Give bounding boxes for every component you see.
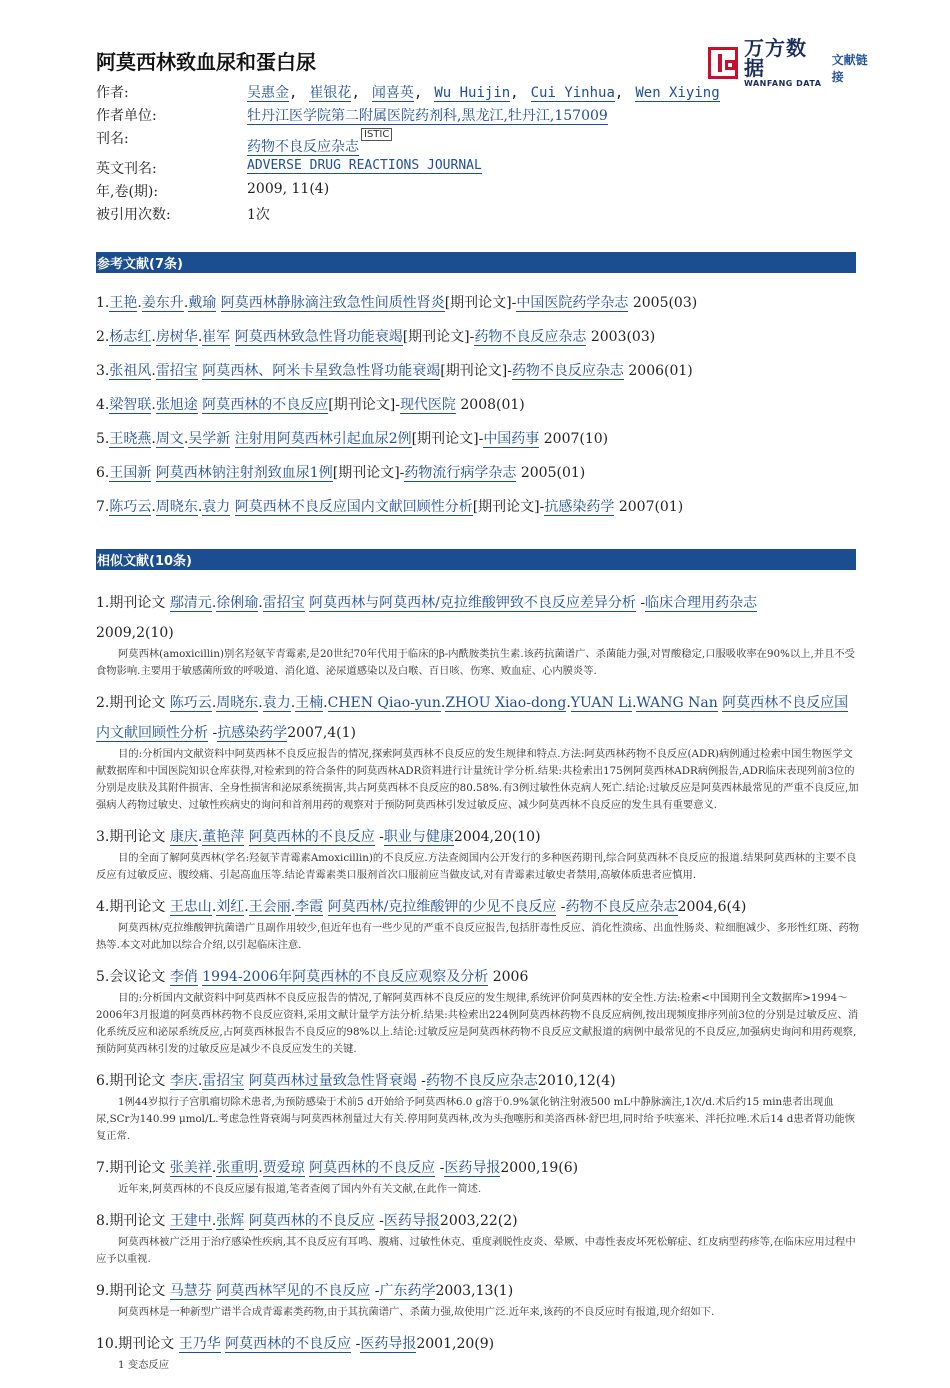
year-value: 2009, 11(4) <box>247 181 330 197</box>
reference-author-link[interactable]: 崔军 <box>202 329 231 345</box>
similar-abstract: 1 变态反应 <box>118 1359 170 1371</box>
similar-author-link[interactable]: 袁力 <box>262 695 291 711</box>
author-link[interactable]: Cui Yinhua <box>530 85 615 101</box>
cited-label: 被引用次数: <box>96 207 171 223</box>
similar-journal-link[interactable]: 医药导报 <box>360 1336 417 1352</box>
reference-item: 2.杨志红.房树华.崔军 阿莫西林致急性肾功能衰竭[期刊论文]-药物不良反应杂志 2003(03) <box>96 329 656 345</box>
author-separator: , <box>351 85 360 101</box>
similar-number: 3. <box>96 829 110 845</box>
reference-number: 4. <box>96 397 110 413</box>
references-heading: 参考文献(7条) <box>97 257 183 272</box>
reference-type: [期刊论文] <box>328 397 396 413</box>
similar-journal-link[interactable]: 药物不良反应杂志 <box>565 899 678 915</box>
reference-title-link[interactable]: 注射用阿莫西林引起血尿2例 <box>234 431 412 447</box>
similar-item-citation: 6.期刊论文 李庆.雷招宝 阿莫西林过量致急性肾衰竭 -药物不良反应杂志2010,12(4) <box>96 1073 616 1089</box>
similar-kind: 期刊论文 <box>109 1213 166 1229</box>
similar-number: 9. <box>96 1283 110 1299</box>
authors-list <box>247 82 720 102</box>
istic-badge: ISTIC <box>361 128 392 141</box>
similar-author-link[interactable]: 张重明 <box>216 1160 259 1176</box>
similar-item <box>96 1329 861 1374</box>
similar-author-link[interactable]: 康庆 <box>169 829 198 845</box>
reference-journal-link[interactable]: 药物不良反应杂志 <box>511 363 624 379</box>
similar-title-link[interactable]: 阿莫西林过量致急性肾衰竭 <box>248 1073 417 1089</box>
similar-item-citation: 4.期刊论文 王忠山.刘红.王会丽.李霞 阿莫西林/克拉维酸钾的少见不良反应 -药物不良反应杂志2004,6(4) <box>96 899 747 915</box>
similar-date: 2006 <box>492 969 529 985</box>
reference-number: 2. <box>96 329 110 345</box>
reference-number: 3. <box>96 363 110 379</box>
author-separator: , <box>614 85 624 101</box>
similar-journal-link[interactable]: 广东药学 <box>379 1283 436 1299</box>
reference-author-link[interactable]: 梁智联 <box>109 397 152 413</box>
similar-abstract: 目的:分析国内文献资料中阿莫西林不良反应报告的情况,了解阿莫西林不良反应的发生规律,系统评价阿莫西林的安全性.方法:检索<中国期刊全文数据库>1994～2006年3月报道的阿莫西林药物不良反应资料,采用文献计量学方法分析.结果:共检索出224例阿莫西林药物不良反应病例,按出现频度排序列前3位的分别是过敏反应、消化系统反应和泌尿系统反应,占阿莫西林报告不良反应的98%以上.结论:过敏反应是阿莫西林药物不良反应文献报道的病例中最常见的不良反应,加强病史询问和用药观察,预防阿莫西林引发的过敏反应是减少不良反应发生的关键. <box>96 992 859 1055</box>
reference-title-link[interactable]: 阿莫西林、阿米卡星致急性肾功能衰竭 <box>202 363 441 379</box>
reference-date: 2008(01) <box>460 397 525 413</box>
similar-journal-link[interactable]: 抗感染药学 <box>217 725 288 741</box>
similar-heading: 相似文献(10条) <box>97 554 192 569</box>
similar-abstract: 阿莫西林(amoxicillin)别名羟氨苄青霉素,是20世纪70年代用于临床的β-内酰胺类抗生素.该药抗菌谱广、杀菌能力强,对胃酸稳定,口服吸收率在90%以上,并且不受食物影响.主要用于敏感菌所致的呼吸道、消化道、泌尿道感染以及白喉、百日咳、伤寒、败血症、心内膜炎等. <box>96 648 855 677</box>
similar-journal-link[interactable]: 药物不良反应杂志 <box>425 1073 538 1089</box>
reference-date: 2007(01) <box>618 499 684 515</box>
page-title: 阿莫西林致血尿和蛋白尿 <box>96 50 316 74</box>
similar-item-citation: 7.期刊论文 张美祥.张重明.贾爱琼 阿莫西林的不良反应 -医药导报2000,19(6) <box>96 1160 579 1176</box>
similar-heading-bar <box>96 549 856 571</box>
similar-author-link[interactable]: 李霞 <box>295 899 324 915</box>
reference-date: 2005(01) <box>520 465 586 481</box>
reference-date: 2003(03) <box>590 329 656 345</box>
reference-title-link[interactable]: 阿莫西林静脉滴注致急性间质性肾炎 <box>220 295 445 311</box>
similar-item-citation <box>96 962 861 992</box>
similar-author-link[interactable]: 刘红 <box>216 899 245 915</box>
similar-date: 2003,22(2) <box>439 1213 518 1229</box>
reference-item: 7.陈巧云.周晓东.袁力 阿莫西林不良反应国内文献回顾性分析[期刊论文]-抗感染药学 2007(01) <box>96 499 684 515</box>
reference-type: [期刊论文] <box>411 431 479 447</box>
similar-number: 1. <box>96 595 110 611</box>
reference-type: [期刊论文] <box>444 295 512 311</box>
similar-abstract: 目的全面了解阿莫西林(学名:羟氨苄青霉素Amoxicillin)的不良反应.方法查阅国内公开发行的多种医药期刊,综合阿莫西林不良反应的报道.结果阿莫西林的主要不良反应有过敏反应、腹绞痛、引起高血压等.结论青霉素类口服剂首次口服前应当做皮试,对有青霉素过敏史者禁用,高敏体质患者应慎用. <box>96 852 857 881</box>
reference-author-link[interactable]: 吴学新 <box>188 431 231 447</box>
similar-title-link[interactable]: 阿莫西林的不良反应 <box>225 1336 352 1352</box>
similar-date: 2001,20(9) <box>416 1336 495 1352</box>
reference-author-link[interactable]: 姜东升 <box>141 295 184 311</box>
similar-item <box>96 1206 861 1268</box>
reference-journal-link[interactable]: 药物不良反应杂志 <box>474 329 587 345</box>
en-journal-label: 英文刊名: <box>96 161 157 177</box>
reference-type: [期刊论文] <box>402 329 470 345</box>
similar-number: 10. <box>96 1336 119 1352</box>
similar-journal-link[interactable]: 医药导报 <box>383 1213 440 1229</box>
similar-author-link[interactable]: ZHOU Xiao-dong <box>445 695 567 711</box>
reference-item: 3.张祖风.雷招宝 阿莫西林、阿米卡星致急性肾功能衰竭[期刊论文]-药物不良反应杂志 2006(01) <box>96 363 693 379</box>
similar-date: 2007,4(1) <box>287 725 357 741</box>
similar-author-link[interactable]: 雷招宝 <box>262 595 305 611</box>
reference-author-link[interactable]: 王艳 <box>109 295 138 311</box>
logo-en-text: WANFANG DATA <box>744 79 822 88</box>
similar-author-link[interactable]: 雷招宝 <box>202 1073 245 1089</box>
author-separator: , <box>289 85 298 101</box>
author-link[interactable]: Wu Huijin <box>434 85 511 101</box>
reference-date: 2006(01) <box>628 363 693 379</box>
similar-author-link[interactable]: 王乃华 <box>178 1336 221 1352</box>
similar-number: 4. <box>96 899 110 915</box>
similar-kind: 期刊论文 <box>109 1160 166 1176</box>
similar-item <box>96 588 861 680</box>
similar-author-link[interactable]: 王建中 <box>169 1213 212 1229</box>
reference-author-link[interactable]: 戴瑜 <box>188 295 217 311</box>
similar-author-link[interactable]: 王会丽 <box>248 899 291 915</box>
reference-author-link[interactable]: 张祖风 <box>109 363 152 379</box>
similar-item <box>96 892 861 954</box>
similar-title-link[interactable]: 阿莫西林/克拉维酸钾的少见不良反应 <box>327 899 557 915</box>
similar-item <box>96 1066 861 1145</box>
similar-title-link[interactable]: 1994-2006年阿莫西林的不良反应观察及分析 <box>202 969 489 985</box>
similar-abstract: 阿莫西林被广泛用于治疗感染性疾病,其不良反应有耳鸣、腹痛、过敏性休克、重度剥脱性皮炎、晕厥、中毒性表皮坏死松解症、红皮病型药疹等,在临床应用过程中应予以重视. <box>96 1236 856 1265</box>
reference-author-link[interactable]: 周文 <box>155 431 184 447</box>
similar-item-citation: 9.期刊论文 马慧芬 阿莫西林罕见的不良反应 -广东药学2003,13(1) <box>96 1283 514 1299</box>
similar-journal-link[interactable]: 临床合理用药杂志 <box>645 595 758 611</box>
similar-item <box>96 1276 861 1321</box>
similar-date: 2009,2(10) <box>96 625 174 641</box>
similar-title-link[interactable]: 阿莫西林的不良反应 <box>309 1160 436 1176</box>
similar-date: 2004,20(10) <box>453 829 541 845</box>
similar-author-link[interactable]: YUAN Li <box>570 695 632 711</box>
author-link[interactable]: Wen Xiying <box>635 85 720 101</box>
reference-number: 5. <box>96 431 110 447</box>
reference-item: 6.王国新 阿莫西林钠注射剂致血尿1例[期刊论文]-药物流行病学杂志 2005(01) <box>96 465 586 481</box>
similar-item <box>96 962 861 1058</box>
reference-title-link[interactable]: 阿莫西林致急性肾功能衰竭 <box>234 329 403 345</box>
literature-link[interactable]: 文献链接 <box>831 53 868 84</box>
similar-author-link[interactable]: 王忠山 <box>169 899 212 915</box>
logo-cn-text: 万方数据 <box>744 36 808 80</box>
similar-title-link[interactable]: 阿莫西林与阿莫西林/克拉维酸钾致不良反应差异分析 <box>309 595 636 611</box>
similar-author-link[interactable]: 李俏 <box>169 969 198 985</box>
similar-journal-link[interactable]: 医药导报 <box>444 1160 501 1176</box>
similar-item <box>96 822 861 884</box>
similar-number: 7. <box>96 1160 110 1176</box>
similar-author-link[interactable]: 陈巧云 <box>169 695 212 711</box>
reference-author-link[interactable]: 雷招宝 <box>155 363 198 379</box>
similar-author-link[interactable]: WANG Nan <box>636 695 718 711</box>
similar-item <box>96 1153 861 1198</box>
similar-number: 6. <box>96 1073 110 1089</box>
reference-journal-link[interactable]: 中国药事 <box>483 431 540 447</box>
similar-item <box>96 688 861 814</box>
similar-item-citation: 2.期刊论文 陈巧云.周晓东.袁力.王楠.CHEN Qiao-yun.ZHOU Xiao-dong.YUAN Li.WANG Nan 阿莫西林不良反应国内文献回顾性分析 -抗感染药学2007,4(1) <box>96 695 849 741</box>
similar-kind: 会议论文 <box>109 969 166 985</box>
references-heading-bar <box>96 252 856 274</box>
references-list <box>96 292 866 530</box>
similar-author-link[interactable]: 张辉 <box>216 1213 245 1229</box>
similar-date: 2010,12(4) <box>537 1073 616 1089</box>
similar-kind: 期刊论文 <box>109 1283 166 1299</box>
similar-item-citation: 3.期刊论文 康庆.董艳萍 阿莫西林的不良反应 -职业与健康2004,20(10) <box>96 829 541 845</box>
reference-journal-link[interactable]: 现代医院 <box>399 397 456 413</box>
reference-journal-link[interactable]: 抗感染药学 <box>544 499 615 515</box>
reference-item: 1.王艳.姜东升.戴瑜 阿莫西林静脉滴注致急性间质性肾炎[期刊论文]-中国医院药学杂志 2005(03) <box>96 295 698 311</box>
similar-author-link[interactable]: 张美祥 <box>169 1160 212 1176</box>
similar-author-link[interactable]: 董艳萍 <box>202 829 245 845</box>
similar-number: 5. <box>96 969 110 985</box>
reference-item: 4.梁智联.张旭途 阿莫西林的不良反应[期刊论文]-现代医院 2008(01) <box>96 397 525 413</box>
similar-author-link[interactable]: 李庆 <box>169 1073 198 1089</box>
reference-number: 7. <box>96 499 110 515</box>
similar-item-citation: 1.期刊论文 鄢清元.徐俐瑜.雷招宝 阿莫西林与阿莫西林/克拉维酸钾致不良反应差异分析 -临床合理用药杂志 2009,2(10) <box>96 595 758 641</box>
similar-author-link[interactable]: 周晓东 <box>216 695 259 711</box>
reference-author-link[interactable]: 周晓东 <box>155 499 198 515</box>
similar-abstract: 阿莫西林是一种新型广谱半合成青霉素类药物,由于其抗菌谱广、杀菌力强,故使用广泛.近年来,该药的不良反应时有报道,现介绍如下. <box>118 1306 715 1318</box>
similar-kind: 期刊论文 <box>109 829 166 845</box>
author-link[interactable]: 崔银花 <box>309 85 352 101</box>
reference-type: [期刊论文] <box>332 465 400 481</box>
reference-number: 6. <box>96 465 110 481</box>
journal-label: 刊名: <box>96 131 129 147</box>
similar-abstract: 阿莫西林/克拉维酸钾抗菌谱广且副作用较少,但近年也有一些少见的严重不良反应报告,包括肝毒性反应、消化性溃疡、出血性肠炎、粒细胞减少、多形性红斑、药物热等.本文对此加以综合介绍,以引起临床注意. <box>96 922 860 951</box>
author-separator: , <box>510 85 519 101</box>
journal-link[interactable]: 药物不良反应杂志 <box>247 139 359 155</box>
similar-abstract: 近年来,阿莫西林的不良反应屡有报道,笔者查阅了国内外有关文献,在此作一简述. <box>118 1183 482 1195</box>
authors-label: 作者: <box>96 85 129 101</box>
similar-kind: 期刊论文 <box>109 595 166 611</box>
author-separator: , <box>413 85 423 101</box>
cited-value: 1次 <box>247 207 270 223</box>
similar-date: 2003,13(1) <box>435 1283 514 1299</box>
similar-kind: 期刊论文 <box>109 1073 166 1089</box>
reference-author-link[interactable]: 王国新 <box>109 465 152 481</box>
similar-number: 8. <box>96 1213 110 1229</box>
similar-author-link[interactable]: 马慧芬 <box>169 1283 212 1299</box>
author-link[interactable]: 吴惠金 <box>247 85 289 101</box>
reference-date: 2007(10) <box>543 431 609 447</box>
similar-date: 2000,19(6) <box>500 1160 579 1176</box>
similar-item-citation: 8.期刊论文 王建中.张辉 阿莫西林的不良反应 -医药导报2003,22(2) <box>96 1213 518 1229</box>
similar-title-link[interactable]: 阿莫西林不良反应国内文献回顾性分析 <box>96 695 849 741</box>
reference-title-link[interactable]: 阿莫西林钠注射剂致血尿1例 <box>155 465 333 481</box>
similar-kind: 期刊论文 <box>118 1336 175 1352</box>
reference-journal-link[interactable]: 中国医院药学杂志 <box>516 295 629 311</box>
similar-author-link[interactable]: CHEN Qiao-yun <box>327 695 441 711</box>
reference-type: [期刊论文] <box>472 499 540 515</box>
reference-date: 2005(03) <box>632 295 698 311</box>
wanfang-logo[interactable] <box>708 38 876 88</box>
similar-item-citation: 10.期刊论文 王乃华 阿莫西林的不良反应 -医药导报2001,20(9) <box>96 1336 495 1352</box>
similar-author-link[interactable]: 徐俐瑜 <box>216 595 259 611</box>
reference-author-link[interactable]: 王晓燕 <box>109 431 152 447</box>
similar-list <box>96 588 861 1382</box>
similar-journal-link[interactable]: 职业与健康 <box>383 829 454 845</box>
wanfang-logo-icon <box>708 47 738 79</box>
en-journal-link[interactable]: ADVERSE DRUG REACTIONS JOURNAL <box>247 158 482 173</box>
similar-abstract: 目的:分析国内文献资料中阿莫西林不良反应报告的情况,探索阿莫西林不良反应的发生规律和特点.方法:阿莫西林药物不良反应(ADR)病例通过检索中国生物医学文献数据库和中国医院知识仓库获得,对检索到的符合条件的阿莫西林ADR资料进行计量统计学分析.结果:共检索出175例阿莫西林ADR病例报告,ADR临床表现列前3位的分别是皮肤及其附件损害、全身性损害和泌尿系统损害,共占阿莫西林不良反应的80.58%.有3例过敏性休克病人死亡.结论:过敏反应是阿莫西林最常见的严重不良反应,加强病人药物过敏史、过敏性疾病史的询问和首剂用药的观察对于预防阿莫西林引发过敏反应、减少阿莫西林不良反应的发生具有重要意义. <box>96 748 859 811</box>
reference-journal-link[interactable]: 药物流行病学杂志 <box>404 465 517 481</box>
similar-author-link[interactable]: 王楠 <box>295 695 324 711</box>
similar-date: 2004,6(4) <box>677 899 747 915</box>
reference-author-link[interactable]: 张旭途 <box>155 397 198 413</box>
similar-author-link[interactable]: 鄢清元 <box>169 595 212 611</box>
similar-number: 2. <box>96 695 110 711</box>
affiliation-label: 作者单位: <box>96 108 157 124</box>
reference-author-link[interactable]: 袁力 <box>202 499 231 515</box>
reference-item: 5.王晓燕.周文.吴学新 注射用阿莫西林引起血尿2例[期刊论文]-中国药事 2007(10) <box>96 431 609 447</box>
reference-title-link[interactable]: 阿莫西林不良反应国内文献回顾性分析 <box>234 499 473 515</box>
similar-kind: 期刊论文 <box>109 695 166 711</box>
author-link[interactable]: 闻喜英 <box>371 85 414 101</box>
reference-type: [期刊论文] <box>440 363 508 379</box>
reference-author-link[interactable]: 房树华 <box>155 329 198 345</box>
similar-abstract: 1例44岁拟行子宫肌瘤切除术患者,为预防感染于术前5 d开始给予阿莫西林6.0 g溶于0.9%氯化钠注射液500 mL中静脉滴注,1次/d.术后约15 min患者出现血尿,SCr为140.99 μmol/L.考虑急性肾衰竭与阿莫西林剂量过大有关.停用阿莫西林,改为头孢噻肟和美洛西林·舒巴坦,同时给予呋塞米、泮托拉唑.术后14 d患者肾功能恢复正常. <box>96 1096 856 1142</box>
reference-author-link[interactable]: 陈巧云 <box>109 499 152 515</box>
similar-kind: 期刊论文 <box>109 899 166 915</box>
similar-author-link[interactable]: 贾爱琼 <box>262 1160 305 1176</box>
year-label: 年,卷(期): <box>96 184 159 200</box>
similar-title-link[interactable]: 阿莫西林的不良反应 <box>248 1213 375 1229</box>
reference-number: 1. <box>96 295 110 311</box>
similar-title-link[interactable]: 阿莫西林罕见的不良反应 <box>216 1283 371 1299</box>
affiliation-link[interactable]: 牡丹江医学院第二附属医院药剂科,黑龙江,牡丹江,157009 <box>247 108 608 124</box>
reference-author-link[interactable]: 杨志红 <box>109 329 152 345</box>
reference-title-link[interactable]: 阿莫西林的不良反应 <box>202 397 329 413</box>
similar-title-link[interactable]: 阿莫西林的不良反应 <box>248 829 375 845</box>
